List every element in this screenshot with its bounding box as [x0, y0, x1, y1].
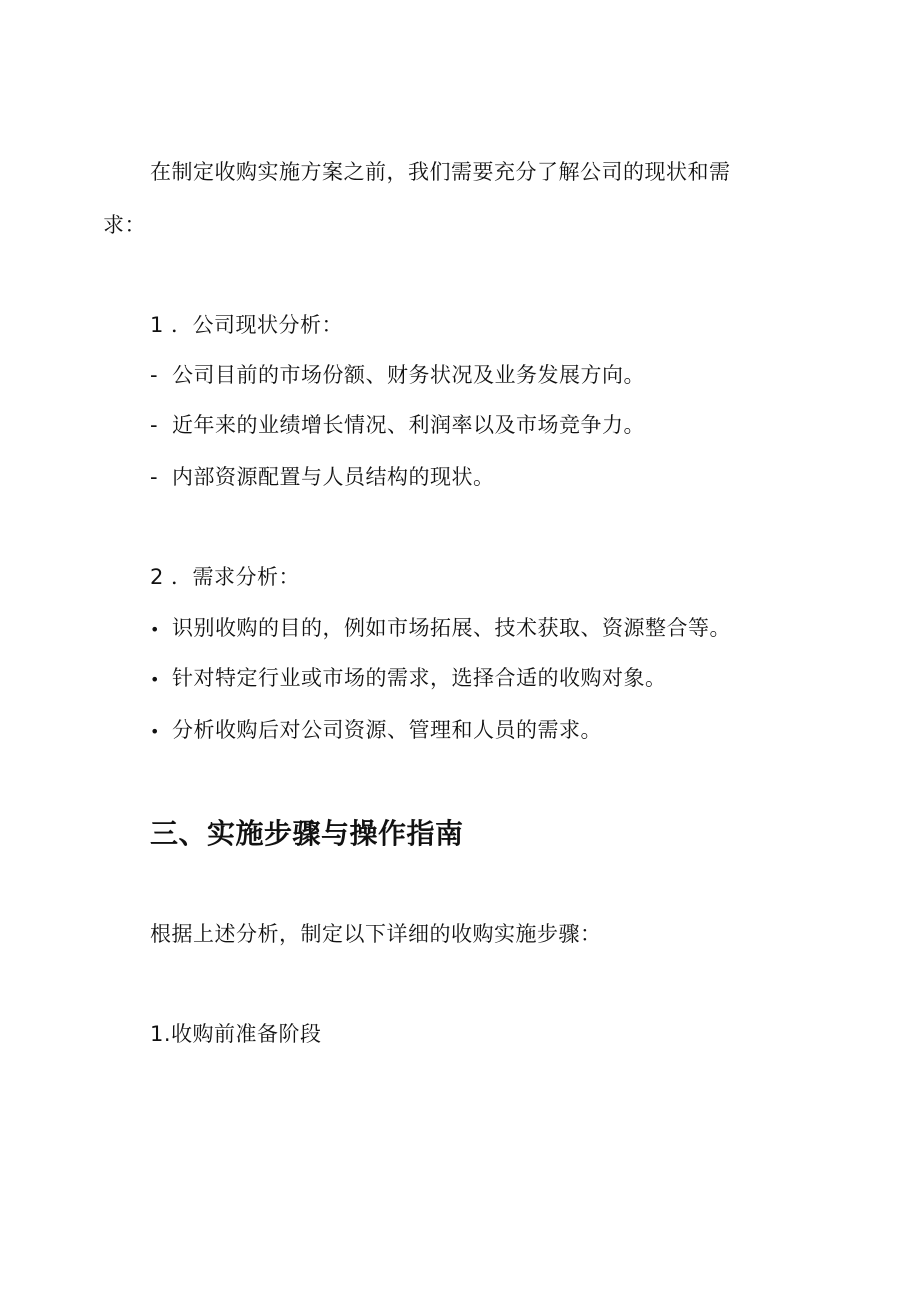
bullet-marker: •: [150, 620, 160, 639]
list-item-text: 分析收购后对公司资源、管理和人员的需求。: [172, 718, 602, 742]
list-item-text: 公司目前的市场份额、财务状况及业务发展方向。: [172, 363, 645, 387]
list-item: [150, 360, 645, 390]
section-heading: 三、实施步骤与操作指南: [150, 817, 464, 850]
sub-step-title: 1.收购前准备阶段: [150, 1022, 322, 1046]
section-1-title: 1 ．公司现状分析：: [150, 313, 344, 337]
list-item-text: 识别收购的目的，例如市场拓展、技术获取、资源整合等。: [172, 616, 731, 640]
list-item: [150, 462, 495, 492]
section-2-title: 2 ．需求分析：: [150, 565, 301, 589]
list-item-text: 内部资源配置与人员结构的现状。: [172, 465, 495, 489]
list-item: [150, 613, 731, 645]
intro-line-1: 在制定收购实施方案之前，我们需要充分了解公司的现状和需: [150, 160, 731, 184]
bullet-marker: •: [150, 670, 160, 689]
paragraph: 根据上述分析，制定以下详细的收购实施步骤：: [150, 922, 602, 946]
list-item: [150, 663, 667, 695]
intro-line-2: 求：: [103, 213, 146, 237]
list-item-text: 近年来的业绩增长情况、利润率以及市场竞争力。: [172, 413, 645, 437]
list-item: [150, 715, 602, 747]
list-item: [150, 410, 645, 440]
dash-marker: -: [150, 465, 159, 489]
list-item-text: 针对特定行业或市场的需求，选择合适的收购对象。: [172, 666, 667, 690]
bullet-marker: •: [150, 722, 160, 741]
dash-marker: -: [150, 413, 159, 437]
dash-marker: -: [150, 363, 159, 387]
